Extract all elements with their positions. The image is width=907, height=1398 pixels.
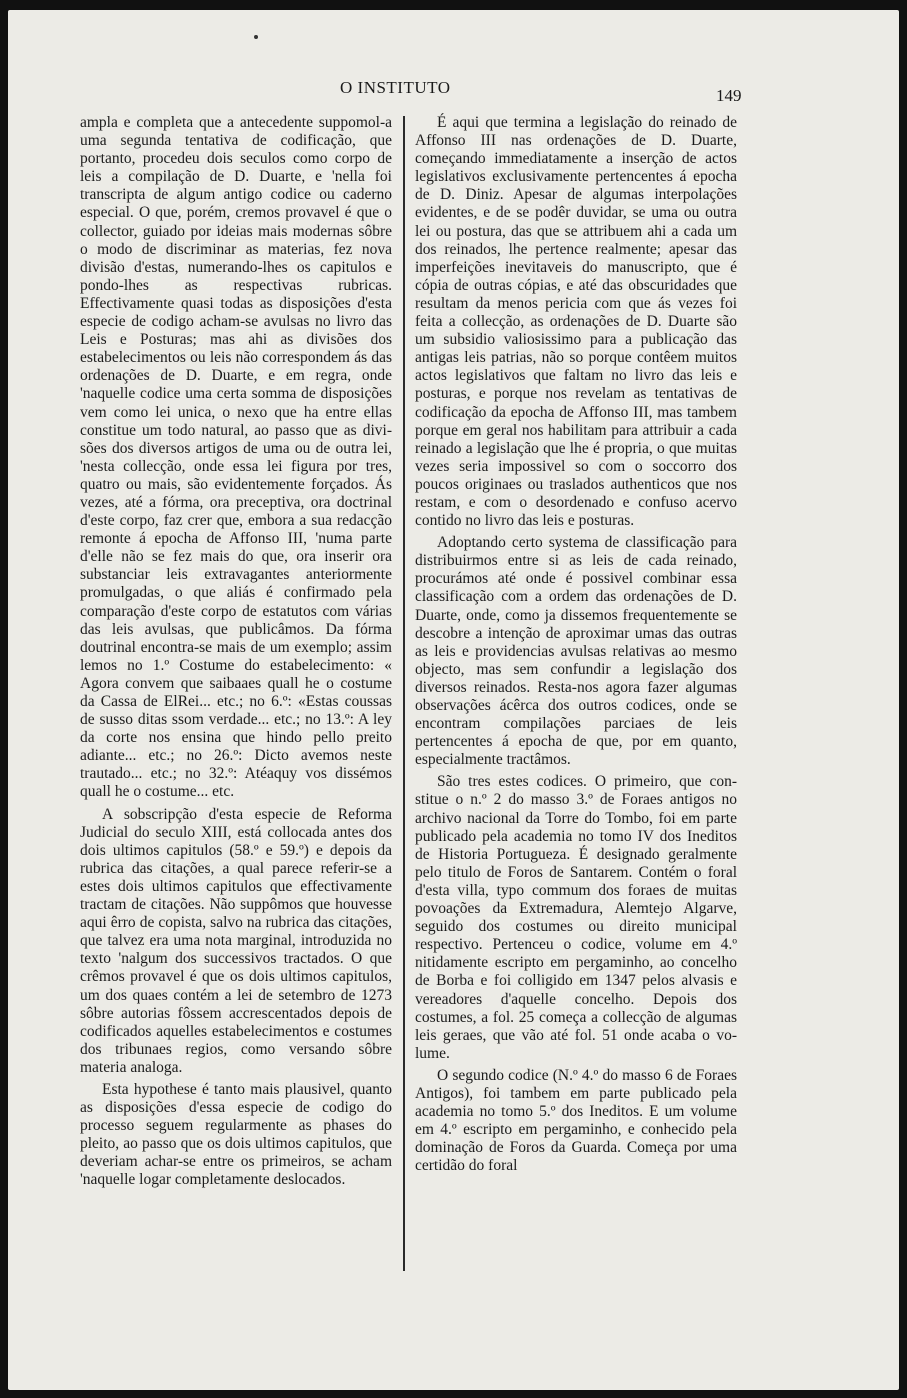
left-column <box>80 114 392 1194</box>
paragraph: Esta hypothese é tanto mais plausivel, quanto as disposições d'essa especie de codigo do processo seguem regularmente as phases do pleito, ao passo que os dois ultimos capitulos, que deveriam achar-se entre os primeiros, se acham 'naquelle logar completamente deslocados. <box>80 1080 392 1189</box>
ink-speck <box>254 35 258 39</box>
paragraph: O segundo codice (N.º 4.º do masso 6 de Foraes Antigos), foi tambem em parte publicado pela academia no tomo 5.º dos Ineditos. E um volume em 4.º escripto em pergaminho, e conhecido pela dominação de Foros da Guarda. Começa por uma certidão do foral <box>415 1066 737 1175</box>
column-divider <box>403 116 405 1271</box>
paragraph: ampla e completa que a antecedente suppomol-a uma segunda tentativa de codificação, que portanto, procedeu dois seculos como corpo de leis a compilação de D. Duarte, e 'nella foi transcripta de algum antigo codice ou caderno especial. O que, porém, cremos provavel é que o collector, guiado por ideias mais modernas sôbre o modo de discriminar as materias, fez nova divisão d'estas, numerando-lhes os capitulos e pondo-lhes as respectivas rubricas. Effectivamente quasi todas as disposições d'esta especie de codigo acham-se avulsas no livro das Leis e Posturas; mas ahi as divisões dos estabelecimentos ou leis não correspondem ás das ordenações de D. Duarte, e em regra, onde 'naquelle codice uma certa somma de disposições vem como lei unica, o nexo que ha entre ellas constitue um todo natural, ao passo que as divisões dos diversos artigos de uma ou de outra lei, 'nesta collecção, onde essa lei figura por tres, quatro ou mais, são evidentemente forçados. Ás vezes, até a fórma, ora preceptiva, ora doctrinal d'este corpo, faz crer que, embora a sua redacção remonte á epocha de Affonso III, 'numa parte d'elle não se fez mais do que, ora inserir ora substanciar leis extravagantes anteriormente promulgadas, o que aliás é confirmado pela comparação d'este corpo de estatutos com várias das leis avulsas, que publicâmos. Da fórma doutrinal encontra-se mais de um exemplo; assim lemos no 1.º Costume do estabelecimento: « Agora convem que saibaaes quall he o costume da Cassa de ElRei... etc.; no 6.º: «Estas coussas de susso ditas ssom verdade... etc.; no 13.º: A ley da corte nos ensina que hindo pello preito adiante... etc.; no 26.º: Dicto avemos neste trautado... etc.; no 32.º: Atéaquy vos dissémos quall he o costume... etc. <box>80 114 392 801</box>
running-header <box>0 72 907 105</box>
paragraph: É aqui que termina a legislação do reinado de Affonso III nas ordenações de D. Duarte, começando immediatamente a inserção de actos legislativos exclusivamente pertencentes á epocha de D. Diniz. Apesar de algumas interpolações evidentes, e de se podêr duvidar, se uma ou outra lei ou postura, das que se attribuem ahi a cada um dos reinados, lhe pertence realmente; apesar das imperfeições inevitaveis do manuscripto, que é cópia de outras cópias, e até das obscuridades que resultam da menos pericia com que ás vezes foi feita a collecção, as ordenações de D. Duarte são um subsidio valiosissimo para a publicação das antigas leis patrias, não so porque contêem muitos actos legislativos que faltam no livro das leis e posturas, e porque nos revelam as tentativas de codificação da epocha de Affonso III, mas tambem porque em geral nos habilitam para attribuir a cada reinado a legislação que lhe é propria, o que muitas vezes seria impossivel so com o soccorro dos poucos originaes ou traslados authenticos que nos restam, e com o desordenado e confuso acervo contido no livro das leis e posturas. <box>415 114 737 530</box>
paragraph: Adoptando certo systema de classificação para distribuirmos entre si as leis de cada reinado, procurámos até onde é possivel combinar essa classificação com a ordem das ordenações de D. Duarte, onde, como ja dissemos frequentemente se descobre a intenção de aproximar umas das outras as leis e providencias avulsas relativas ao mesmo objecto, mas sem confundir a legislação dos diversos reinados. Resta-nos agora fazer algumas observações ácêrca dos outros codices, onde se encontram compilações parciaes de leis pertencentes á epocha de que, por em quanto, especialmente tractâmos. <box>415 534 737 769</box>
running-title: O INSTITUTO <box>340 78 451 97</box>
paragraph: São tres estes codices. O primeiro, que constitue o n.º 2 do masso 3.º de Foraes antigos no archivo nacional da Torre do Tombo, foi em parte publicado pela academia no tomo IV dos Ineditos de Historia Portugueza. É designado geralmente pelo titulo de Foros de Santarem. Contém o foral d'esta villa, typo commum dos foraes de muitas povoações da Extremadura, Alemtejo Algarve, seguido dos costumes ou direito municipal respectivo. Pertenceu o codice, volume em 4.º nitidamente escripto em pergaminho, ao concelho de Borba e foi colligido em 1347 pelos alvasis e vereadores d'aquelle concelho. Depois dos costumes, a fol. 25 começa a collecção de algumas leis geraes, que vão até fol. 51 onde acaba o volume. <box>415 773 737 1062</box>
right-column <box>415 114 737 1179</box>
page-number: 149 <box>716 86 742 105</box>
paragraph: A sobscripção d'esta especie de Reforma Judicial do seculo XIII, está collocada antes dos dois ultimos capitulos (58.º e 59.º) e depois da rubrica das citações, a qual parece referir-se a estes dois ultimos capitulos que effectivamente tractam de citações. Não suppômos que houvesse aqui êrro de copista, salvo na rubrica das citações, que talvez era uma nota marginal, introduzida no texto 'nalgum dos successivos tractados. O que crêmos provavel é que os dois ultimos capitulos, um dos quaes contém a lei de setembro de 1273 sôbre autorias fôssem accrescentados depois de codificados aquelles estabelecimentos e costumes dos tribunaes regios, como versando sôbre materia analoga. <box>80 805 392 1076</box>
